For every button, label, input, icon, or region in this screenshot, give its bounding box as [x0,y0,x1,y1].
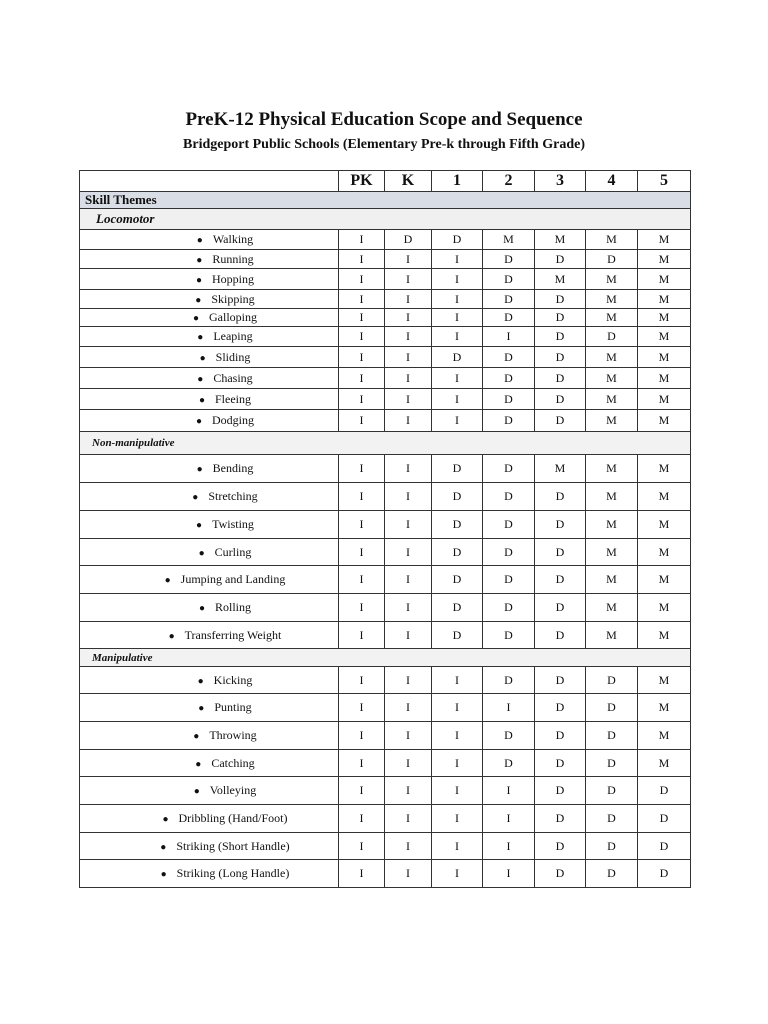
level-cell-1: I [432,269,483,290]
level-cell-k: I [385,750,432,777]
level-cell-pk: I [339,511,385,539]
level-cell-2: D [483,750,535,777]
skill-label: Galloping [209,310,257,324]
skill-label: Rolling [214,600,251,614]
bullet-icon: ● [196,235,203,246]
level-cell-pk: I [339,622,385,649]
level-cell-4: D [586,750,638,777]
level-cell-2: D [483,309,535,327]
level-cell-5: M [638,722,691,750]
bullet-icon: ● [162,814,169,825]
level-cell-3: D [535,327,586,347]
level-cell-4: D [586,250,638,269]
level-cell-4: M [586,594,638,622]
bullet-icon: ● [196,254,203,266]
level-cell-5: M [638,347,691,368]
skill-label: Fleeing [215,391,251,406]
level-cell-k: I [385,694,432,722]
section-header-manipulative [80,649,691,667]
level-cell-1: D [432,566,483,594]
skill-row [80,230,691,250]
bullet-icon: ● [193,786,200,797]
level-cell-3: D [535,622,586,649]
bullet-icon: ● [197,675,204,687]
level-cell-k: I [385,777,432,805]
level-cell-5: M [638,694,691,722]
skill-label: Dodging [212,413,254,427]
skill-row [80,777,691,805]
level-cell-1: I [432,722,483,750]
level-cell-k: I [385,566,432,594]
skill-row [80,539,691,566]
level-cell-pk: I [339,566,385,594]
grade-header-2: 2 [483,171,535,192]
skill-label: Throwing [209,728,257,742]
level-cell-k: I [385,667,432,694]
section-header-locomotor [80,209,691,230]
level-cell-3: D [535,566,586,594]
skill-label: Striking (Short Handle) [176,838,290,853]
level-cell-4: M [586,539,638,566]
skill-row [80,860,691,888]
section-title: Locomotor [80,209,691,230]
level-cell-pk: I [339,860,385,888]
bullet-icon: ● [195,416,203,427]
level-cell-2: I [483,860,535,888]
skill-cell [80,511,339,539]
level-cell-pk: I [339,694,385,722]
skill-label: Running [212,251,254,266]
level-cell-5: M [638,368,691,389]
level-cell-pk: I [339,368,385,389]
skill-cell [80,290,339,309]
skill-label: Transferring Weight [184,627,282,642]
level-cell-pk: I [339,347,385,368]
level-cell-k: I [385,327,432,347]
level-cell-2: D [483,410,535,432]
skill-row [80,347,691,368]
skill-label: Stretching [208,489,258,503]
level-cell-4: M [586,230,638,250]
level-cell-1: I [432,777,483,805]
level-cell-5: M [638,309,691,327]
skill-row [80,694,691,722]
skill-row [80,389,691,410]
skill-row [80,566,691,594]
level-cell-5: M [638,230,691,250]
level-cell-2: I [483,833,535,860]
skill-label: Jumping and Landing [180,572,286,586]
skill-cell [80,566,339,594]
level-cell-4: M [586,410,638,432]
level-cell-pk: I [339,594,385,622]
skill-cell [80,327,339,347]
level-cell-3: D [535,539,586,566]
level-cell-2: D [483,389,535,410]
skill-row [80,250,691,269]
skill-label: Skipping [211,291,255,306]
level-cell-k: I [385,290,432,309]
level-cell-4: M [586,566,638,594]
skill-row [80,511,691,539]
skill-cell [80,389,339,410]
level-cell-pk: I [339,309,385,327]
level-cell-pk: I [339,667,385,694]
level-cell-2: M [483,230,535,250]
level-cell-5: M [638,566,691,594]
skill-row [80,622,691,649]
level-cell-1: I [432,860,483,888]
skill-cell [80,860,339,888]
level-cell-1: I [432,667,483,694]
level-cell-2: D [483,347,535,368]
level-cell-k: I [385,410,432,432]
level-cell-3: D [535,483,586,511]
level-cell-1: I [432,327,483,347]
skill-cell [80,410,339,432]
level-cell-pk: I [339,805,385,833]
level-cell-k: I [385,622,432,649]
level-cell-3: M [535,455,586,483]
level-cell-4: D [586,805,638,833]
level-cell-2: I [483,694,535,722]
grade-header-k: K [385,171,432,192]
skill-row [80,309,691,327]
grade-header-4: 4 [586,171,638,192]
bullet-icon: ● [197,373,204,385]
skill-cell [80,777,339,805]
level-cell-3: D [535,511,586,539]
level-cell-pk: I [339,389,385,410]
level-cell-5: M [638,250,691,269]
bullet-icon: ● [198,603,205,614]
bullet-icon: ● [195,294,202,306]
level-cell-5: D [638,833,691,860]
level-cell-pk: I [339,230,385,250]
level-cell-2: D [483,594,535,622]
skill-cell [80,250,339,269]
level-cell-5: M [638,290,691,309]
level-cell-k: I [385,309,432,327]
skill-label: Striking (Long Handle) [176,866,290,880]
level-cell-3: M [535,269,586,290]
skill-label: Volleying [209,783,257,797]
bullet-icon: ● [195,274,203,286]
level-cell-k: I [385,483,432,511]
level-cell-pk: I [339,833,385,860]
level-cell-k: I [385,368,432,389]
skill-row [80,722,691,750]
level-cell-2: D [483,539,535,566]
level-cell-1: I [432,805,483,833]
level-cell-3: D [535,594,586,622]
level-cell-2: D [483,511,535,539]
bullet-icon: ● [192,313,200,324]
level-cell-5: D [638,805,691,833]
level-cell-pk: I [339,539,385,566]
skill-cell [80,309,339,327]
level-cell-1: I [432,389,483,410]
level-cell-4: M [586,290,638,309]
level-cell-5: D [638,860,691,888]
level-cell-4: M [586,622,638,649]
level-cell-3: D [535,410,586,432]
level-cell-4: M [586,511,638,539]
level-cell-k: I [385,805,432,833]
level-cell-2: D [483,566,535,594]
skill-label: Curling [214,544,252,559]
level-cell-2: D [483,250,535,269]
level-cell-3: D [535,250,586,269]
level-cell-1: D [432,347,483,368]
grade-header-3: 3 [535,171,586,192]
level-cell-5: M [638,594,691,622]
level-cell-k: I [385,389,432,410]
level-cell-5: M [638,667,691,694]
skill-label: Chasing [213,370,253,385]
level-cell-5: M [638,410,691,432]
skill-cell [80,455,339,483]
level-cell-4: M [586,309,638,327]
level-cell-3: D [535,722,586,750]
bullet-icon: ● [198,547,205,559]
skill-label: Kicking [213,672,253,687]
level-cell-3: D [535,860,586,888]
page-subtitle: Bridgeport Public Schools (Elementary Pre-k through Fifth Grade) [183,137,585,152]
level-cell-k: D [385,230,432,250]
level-cell-k: I [385,722,432,750]
grade-header-row [80,171,691,192]
level-cell-k: I [385,860,432,888]
level-cell-4: D [586,860,638,888]
level-cell-2: I [483,777,535,805]
bullet-icon: ● [196,464,203,475]
level-cell-2: D [483,368,535,389]
bullet-icon: ● [160,841,167,853]
skill-row [80,327,691,347]
skill-label: Catching [211,755,255,770]
level-cell-4: M [586,347,638,368]
skill-cell [80,539,339,566]
bullet-icon: ● [192,492,199,503]
level-cell-5: M [638,539,691,566]
level-cell-1: D [432,230,483,250]
skill-label: Sliding [215,349,251,364]
level-cell-4: M [586,455,638,483]
level-cell-3: D [535,389,586,410]
level-cell-pk: I [339,455,385,483]
level-cell-3: D [535,667,586,694]
level-cell-pk: I [339,410,385,432]
level-cell-4: D [586,667,638,694]
skill-label: Punting [214,700,252,714]
level-cell-4: D [586,327,638,347]
level-cell-pk: I [339,250,385,269]
level-cell-3: D [535,833,586,860]
level-cell-4: D [586,833,638,860]
skill-label: Walking [212,232,254,246]
grade-header-1: 1 [432,171,483,192]
level-cell-4: M [586,269,638,290]
bullet-icon: ● [168,630,175,642]
level-cell-5: M [638,269,691,290]
level-cell-k: I [385,250,432,269]
level-cell-k: I [385,539,432,566]
level-cell-4: M [586,483,638,511]
level-cell-k: I [385,594,432,622]
bullet-icon: ● [198,703,205,714]
level-cell-pk: I [339,750,385,777]
skill-cell [80,750,339,777]
grade-header-pk: PK [339,171,385,192]
level-cell-5: M [638,389,691,410]
section-header-non-manipulative [80,432,691,455]
bullet-icon: ● [199,352,206,364]
level-cell-4: M [586,368,638,389]
level-cell-2: D [483,667,535,694]
level-cell-pk: I [339,269,385,290]
level-cell-5: M [638,455,691,483]
level-cell-4: D [586,722,638,750]
level-cell-5: M [638,750,691,777]
skill-row [80,750,691,777]
level-cell-2: D [483,290,535,309]
bullet-icon: ● [197,332,204,343]
level-cell-pk: I [339,777,385,805]
level-cell-k: I [385,269,432,290]
section-title: Manipulative [80,649,691,667]
level-cell-5: M [638,327,691,347]
skill-row [80,455,691,483]
skill-row [80,269,691,290]
bullet-icon: ● [198,394,206,406]
skill-cell [80,594,339,622]
level-cell-2: D [483,622,535,649]
level-cell-2: D [483,722,535,750]
skill-cell [80,483,339,511]
skill-label: Twisting [212,517,254,531]
level-cell-1: I [432,410,483,432]
skill-row [80,368,691,389]
level-cell-1: D [432,455,483,483]
level-cell-4: D [586,694,638,722]
level-cell-1: I [432,309,483,327]
level-cell-pk: I [339,483,385,511]
level-cell-1: D [432,539,483,566]
level-cell-5: D [638,777,691,805]
skill-cell [80,230,339,250]
level-cell-3: D [535,694,586,722]
skill-label: Hopping [212,271,254,286]
skill-cell [80,694,339,722]
level-cell-3: D [535,777,586,805]
level-cell-1: I [432,750,483,777]
bullet-icon: ● [196,520,203,531]
skill-cell [80,368,339,389]
level-cell-pk: I [339,290,385,309]
level-cell-3: D [535,347,586,368]
level-cell-1: D [432,594,483,622]
skill-row [80,667,691,694]
skill-cell [80,805,339,833]
bullet-icon: ● [193,731,200,742]
level-cell-k: I [385,833,432,860]
level-cell-k: I [385,455,432,483]
skill-label: Dribbling (Hand/Foot) [178,811,288,825]
level-cell-3: D [535,290,586,309]
level-cell-pk: I [339,722,385,750]
skill-themes-label: Skill Themes [80,192,691,209]
skill-label: Leaping [213,329,253,343]
level-cell-1: I [432,694,483,722]
skill-row [80,410,691,432]
level-cell-3: M [535,230,586,250]
level-cell-4: M [586,389,638,410]
skill-cell [80,347,339,368]
level-cell-1: I [432,368,483,389]
level-cell-k: I [385,347,432,368]
level-cell-1: D [432,483,483,511]
skill-cell [80,833,339,860]
section-title: Non-manipulative [80,432,691,455]
level-cell-1: I [432,290,483,309]
page-title: PreK-12 Physical Education Scope and Sequence [185,109,583,130]
level-cell-1: D [432,622,483,649]
skill-cell [80,722,339,750]
level-cell-3: D [535,309,586,327]
skill-cell [80,622,339,649]
bullet-icon: ● [160,869,167,880]
skill-row [80,290,691,309]
level-cell-2: D [483,483,535,511]
level-cell-1: I [432,250,483,269]
level-cell-k: I [385,511,432,539]
skill-row [80,594,691,622]
level-cell-2: D [483,269,535,290]
bullet-icon: ● [195,758,202,770]
header-blank-cell [80,171,339,192]
level-cell-2: D [483,455,535,483]
skill-label: Bending [212,461,254,475]
level-cell-3: D [535,805,586,833]
scope-sequence-table [79,170,691,888]
level-cell-3: D [535,368,586,389]
level-cell-2: I [483,805,535,833]
skill-row [80,833,691,860]
skill-row [80,805,691,833]
grade-header-5: 5 [638,171,691,192]
level-cell-2: I [483,327,535,347]
skill-themes-band [80,192,691,209]
level-cell-4: D [586,777,638,805]
level-cell-5: M [638,483,691,511]
bullet-icon: ● [164,575,171,586]
level-cell-pk: I [339,327,385,347]
level-cell-5: M [638,511,691,539]
skill-row [80,483,691,511]
skill-cell [80,269,339,290]
level-cell-1: I [432,833,483,860]
level-cell-3: D [535,750,586,777]
level-cell-5: M [638,622,691,649]
skill-cell [80,667,339,694]
level-cell-1: D [432,511,483,539]
